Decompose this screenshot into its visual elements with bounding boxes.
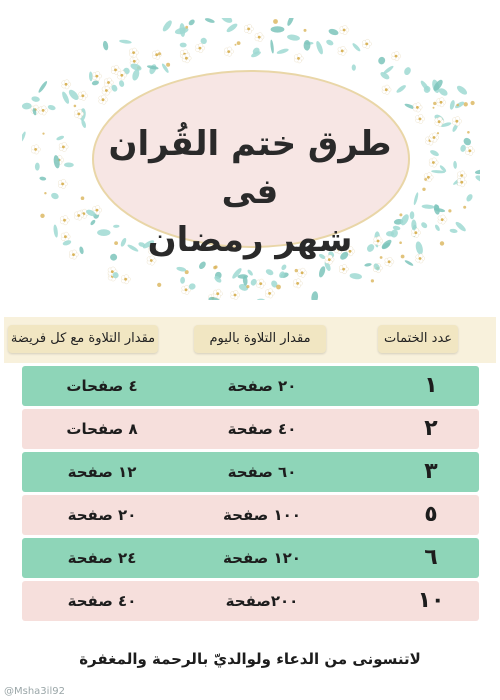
leaf-icon — [271, 26, 285, 32]
bud-icon — [456, 104, 459, 107]
row-count: ١ — [424, 373, 438, 398]
row-per-prayer: ٤ صفحات — [66, 377, 138, 395]
flower-icon — [429, 158, 438, 167]
author-handle: @Msha3il92 — [4, 686, 65, 697]
leaf-icon — [219, 18, 233, 25]
flower-icon — [224, 47, 233, 56]
flower-icon — [62, 80, 71, 89]
flower-icon — [256, 279, 265, 288]
flower-icon — [99, 95, 108, 104]
leaf-icon — [102, 40, 109, 50]
leaf-icon — [64, 162, 74, 167]
leaf-icon — [280, 264, 287, 271]
leaf-icon — [270, 39, 275, 53]
leaf-icon — [286, 18, 295, 27]
flower-icon — [338, 46, 347, 55]
leaf-icon — [225, 22, 238, 34]
page-title — [100, 120, 400, 264]
flower-icon — [298, 268, 307, 277]
flower-icon — [265, 289, 274, 298]
leaf-icon — [410, 211, 415, 219]
leaf-icon — [50, 192, 60, 201]
flower-icon — [392, 51, 401, 60]
leaf-icon — [395, 84, 407, 94]
leaf-icon — [180, 42, 187, 47]
leaf-icon — [318, 265, 327, 278]
leaf-icon — [434, 224, 441, 232]
leaf-icon — [90, 219, 97, 226]
leaf-icon — [474, 174, 480, 184]
leaf-icon — [352, 64, 356, 71]
table-row — [22, 366, 479, 406]
flower-icon — [255, 33, 264, 42]
leaf-icon — [454, 100, 465, 109]
bud-icon — [433, 107, 435, 109]
leaf-icon — [179, 23, 186, 37]
leaf-icon — [415, 241, 424, 256]
row-count: ٥ — [424, 502, 438, 527]
leaf-icon — [37, 80, 48, 94]
leaf-icon — [265, 268, 275, 276]
table-row — [22, 581, 479, 621]
leaf-icon — [39, 176, 46, 181]
bud-icon — [433, 102, 436, 105]
flower-icon — [465, 146, 474, 155]
flower-icon — [58, 179, 67, 188]
row-count: ١٠ — [417, 588, 445, 613]
bud-icon — [81, 196, 85, 200]
row-per-prayer: ١٢ صفحة — [67, 463, 137, 481]
flower-icon — [93, 71, 102, 80]
row-per-prayer: ٢٠ صفحة — [67, 506, 137, 524]
flower-icon — [457, 178, 466, 187]
bud-icon — [422, 188, 425, 191]
header-per-prayer: مقدار التلاوة مع كل فريضة — [8, 325, 158, 353]
row-per-day: ٤٠ صفحة — [227, 420, 297, 438]
flower-icon — [430, 133, 439, 142]
bud-icon — [276, 285, 281, 290]
bud-icon — [371, 279, 374, 282]
leaf-icon — [449, 100, 456, 111]
flower-icon — [231, 290, 240, 299]
leaf-icon — [315, 40, 324, 55]
flower-icon — [39, 106, 48, 115]
flower-icon — [382, 85, 391, 94]
leaf-icon — [420, 221, 428, 229]
row-count: ٦ — [424, 545, 438, 570]
table-row — [22, 538, 479, 578]
leaf-icon — [351, 42, 361, 52]
leaf-icon — [31, 96, 40, 103]
flower-icon — [437, 98, 446, 107]
flower-icon — [453, 117, 462, 126]
flower-icon — [340, 25, 349, 34]
bud-icon — [463, 206, 466, 209]
bud-icon — [304, 29, 307, 32]
flower-icon — [213, 289, 222, 298]
bud-icon — [424, 178, 427, 181]
leaf-icon — [453, 161, 457, 169]
bud-icon — [295, 269, 298, 272]
leaf-icon — [22, 131, 27, 143]
leaf-icon — [56, 135, 65, 141]
leaf-icon — [465, 193, 474, 203]
bud-icon — [273, 19, 278, 24]
leaf-icon — [204, 18, 215, 24]
row-count: ٣ — [424, 459, 438, 484]
bud-icon — [44, 192, 46, 194]
row-per-day: ٢٠٠صفحة — [225, 592, 299, 610]
flower-icon — [182, 54, 191, 63]
leaf-icon — [247, 269, 254, 277]
flower-icon — [416, 114, 425, 123]
header-count: عدد الختمات — [378, 325, 458, 353]
leaf-icon — [47, 104, 56, 111]
flower-icon — [339, 264, 348, 273]
leaf-icon — [429, 149, 440, 157]
bud-icon — [401, 255, 405, 259]
bud-icon — [440, 241, 444, 245]
bud-icon — [448, 209, 451, 212]
bud-icon — [437, 132, 439, 134]
table-row — [22, 452, 479, 492]
leaf-icon — [304, 40, 311, 51]
table-row — [22, 409, 479, 449]
leaf-icon — [35, 163, 40, 171]
row-per-day: ١٠٠ صفحة — [223, 506, 301, 524]
leaf-icon — [89, 71, 93, 81]
flower-icon — [416, 254, 425, 263]
flower-icon — [413, 103, 422, 112]
row-per-day: ١٢٠ صفحة — [223, 549, 301, 567]
flower-icon — [244, 24, 253, 33]
leaf-icon — [475, 169, 480, 175]
flower-icon — [438, 215, 447, 224]
leaf-icon — [161, 19, 173, 33]
leaf-icon — [413, 192, 419, 206]
flower-icon — [129, 48, 138, 57]
flower-icon — [294, 54, 303, 63]
leaf-icon — [22, 103, 32, 110]
bud-icon — [166, 63, 170, 67]
leaf-icon — [325, 39, 334, 47]
leaf-icon — [404, 259, 414, 266]
leaf-icon — [287, 34, 301, 42]
leaf-icon — [455, 84, 468, 96]
row-per-day: ٢٠ صفحة — [227, 377, 297, 395]
bud-icon — [214, 265, 217, 268]
plan-table — [22, 366, 479, 624]
leaf-icon — [188, 18, 196, 26]
flower-icon — [31, 145, 40, 154]
flower-icon — [60, 216, 69, 225]
leaf-icon — [349, 272, 362, 279]
bud-icon — [185, 26, 188, 29]
flower-icon — [79, 91, 88, 100]
footer-dua: لاتنسونى من الدعاء ولوالديّ بالرحمة والمغفرة — [79, 650, 421, 668]
leaf-icon — [449, 228, 458, 233]
flower-icon — [362, 39, 371, 48]
flower-icon — [61, 232, 70, 241]
title-line-1: طرق ختم القُران فى — [108, 124, 392, 212]
bud-icon — [42, 133, 44, 135]
flower-icon — [69, 250, 78, 259]
leaf-icon — [403, 66, 412, 76]
leaf-icon — [118, 80, 125, 88]
bud-icon — [40, 214, 44, 218]
leaf-icon — [79, 246, 85, 254]
row-per-prayer: ٨ صفحات — [66, 420, 138, 438]
bud-icon — [467, 131, 470, 134]
flower-icon — [293, 279, 302, 288]
row-per-day: ٦٠ صفحة — [227, 463, 297, 481]
leaf-icon — [180, 277, 185, 284]
flower-icon — [196, 43, 205, 52]
leaf-icon — [311, 291, 319, 300]
bud-icon — [471, 101, 475, 105]
leaf-icon — [257, 299, 265, 300]
leaf-icon — [67, 88, 80, 102]
row-per-prayer: ٤٠ صفحة — [67, 592, 137, 610]
flower-icon — [121, 275, 130, 284]
leaf-icon — [119, 39, 132, 44]
title-line-2: شهر رمضان — [147, 220, 353, 260]
bud-icon — [235, 44, 237, 46]
header-per-day: مقدار التلاوة باليوم — [194, 325, 326, 353]
row-per-prayer: ٢٤ صفحة — [67, 549, 137, 567]
bud-icon — [237, 41, 241, 45]
leaf-icon — [53, 224, 59, 238]
row-count: ٢ — [424, 416, 438, 441]
bud-icon — [74, 105, 77, 108]
bud-icon — [158, 52, 161, 55]
flower-icon — [59, 142, 68, 151]
bud-icon — [157, 283, 161, 287]
leaf-icon — [377, 56, 386, 65]
table-row — [22, 495, 479, 535]
bud-icon — [246, 285, 249, 288]
leaf-icon — [276, 48, 289, 55]
leaf-icon — [421, 204, 434, 209]
leaf-icon — [328, 28, 339, 37]
